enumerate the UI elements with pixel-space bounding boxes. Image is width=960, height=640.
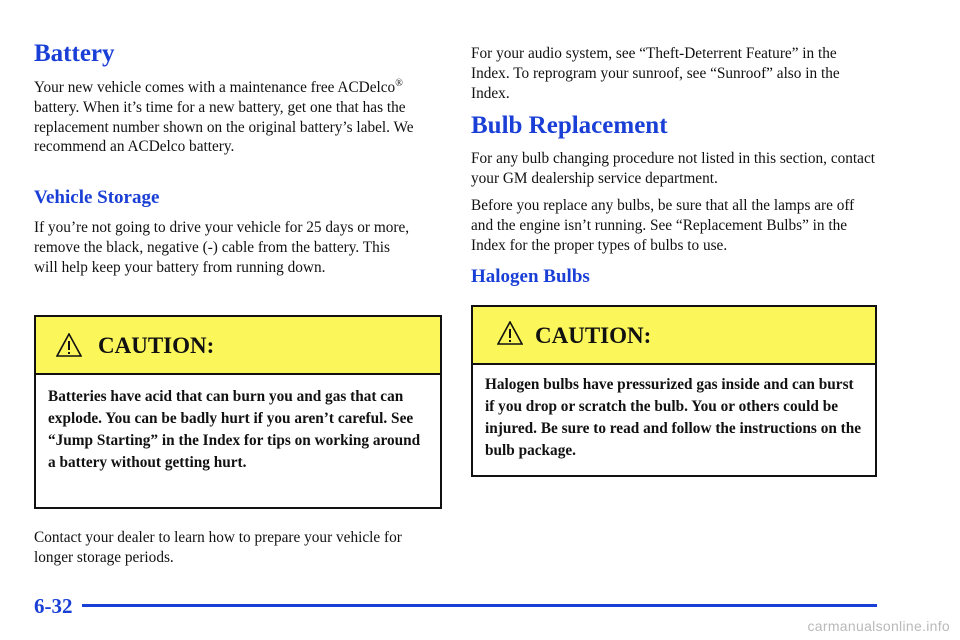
watermark: carmanualsonline.info — [807, 618, 950, 634]
audio-paragraph: For your audio system, see “Theft-Deterrent Feature” in the Index. To reprogram your sunroof, see “Sunroof” also in the Index. — [471, 45, 840, 102]
bulb-paragraph-1: For any bulb changing procedure not listed in this section, contact your GM dealership service department. — [471, 150, 876, 187]
caution-text: Halogen bulbs have pressurized gas inside and can burst if you drop or scratch the bulb. You or others could be injured. Be sure to read and follow the instructions on the bulb package. — [485, 376, 862, 459]
caution-title: CAUTION: — [98, 333, 215, 358]
warning-triangle-icon — [56, 333, 82, 357]
halogen-bulbs-heading: Halogen Bulbs — [471, 266, 590, 287]
battery-paragraph — [34, 78, 414, 157]
page-number: 6-32 — [34, 594, 73, 618]
dealer-paragraph: Contact your dealer to learn how to prepare your vehicle for longer storage periods. — [34, 529, 402, 566]
footer-rule — [82, 604, 877, 607]
battery-heading: Battery — [34, 40, 115, 67]
caution-header — [473, 307, 875, 365]
battery-caution-box — [34, 315, 442, 509]
bulb-replacement-heading: Bulb Replacement — [471, 112, 668, 139]
caution-header — [36, 317, 440, 375]
battery-text-a: Your new vehicle comes with a maintenance free ACDelco — [34, 79, 396, 96]
halogen-caution-box — [471, 305, 877, 477]
caution-text: Batteries have acid that can burn you and gas that can explode. You can be badly hurt if you aren’t careful. See “Jump Starting” in the Index for tips on working around a battery without getting hurt. — [48, 388, 421, 471]
vehicle-storage-heading: Vehicle Storage — [34, 187, 160, 208]
storage-paragraph: If you’re not going to drive your vehicle for 25 days or more, remove the black, negative (-) cable from the battery. This will help keep your battery from running down. — [34, 219, 410, 276]
battery-text-b: battery. When it’s time for a new battery, get one that has the replacement number shown on the original battery’s label. We recommend an ACDelco battery. — [34, 98, 414, 156]
caution-title: CAUTION: — [535, 323, 652, 348]
warning-triangle-icon — [497, 321, 523, 345]
registered-mark: ® — [395, 77, 403, 89]
bulb-paragraph-2: Before you replace any bulbs, be sure that all the lamps are off and the engine isn’t running. See “Replacement Bulbs” in the Index for the proper types of bulbs to use. — [471, 197, 855, 254]
